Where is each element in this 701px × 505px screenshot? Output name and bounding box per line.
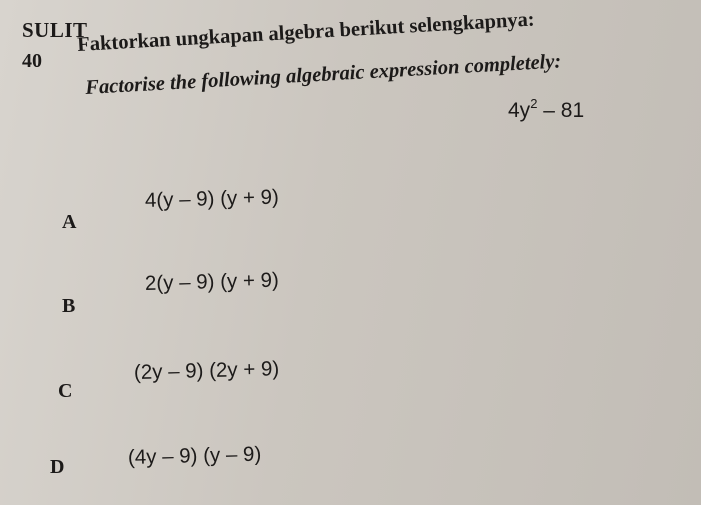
option-answer: (2y – 9) (2y + 9) [133, 357, 280, 384]
expression-tail: – 81 [537, 99, 585, 122]
option-letter: D [50, 456, 65, 478]
option-letter: B [62, 295, 76, 317]
expression-exponent: 2 [530, 96, 538, 111]
expression-base: 4y [508, 99, 531, 122]
confidentiality-header: SULIT [22, 18, 88, 42]
question-instruction-malay: Faktorkan ungkapan algebra berikut selengkapnya: [76, 8, 536, 57]
question-number: 40 [22, 50, 42, 72]
option-answer: 2(y – 9) (y + 9) [144, 268, 280, 295]
question-instruction-english: Factorise the following algebraic expression completely: [84, 50, 562, 100]
option-letter: C [58, 380, 73, 402]
option-letter: A [62, 211, 77, 233]
option-answer: 4(y – 9) (y + 9) [144, 185, 280, 212]
option-answer: (4y – 9) (y – 9) [127, 442, 262, 469]
algebraic-expression [508, 96, 584, 123]
